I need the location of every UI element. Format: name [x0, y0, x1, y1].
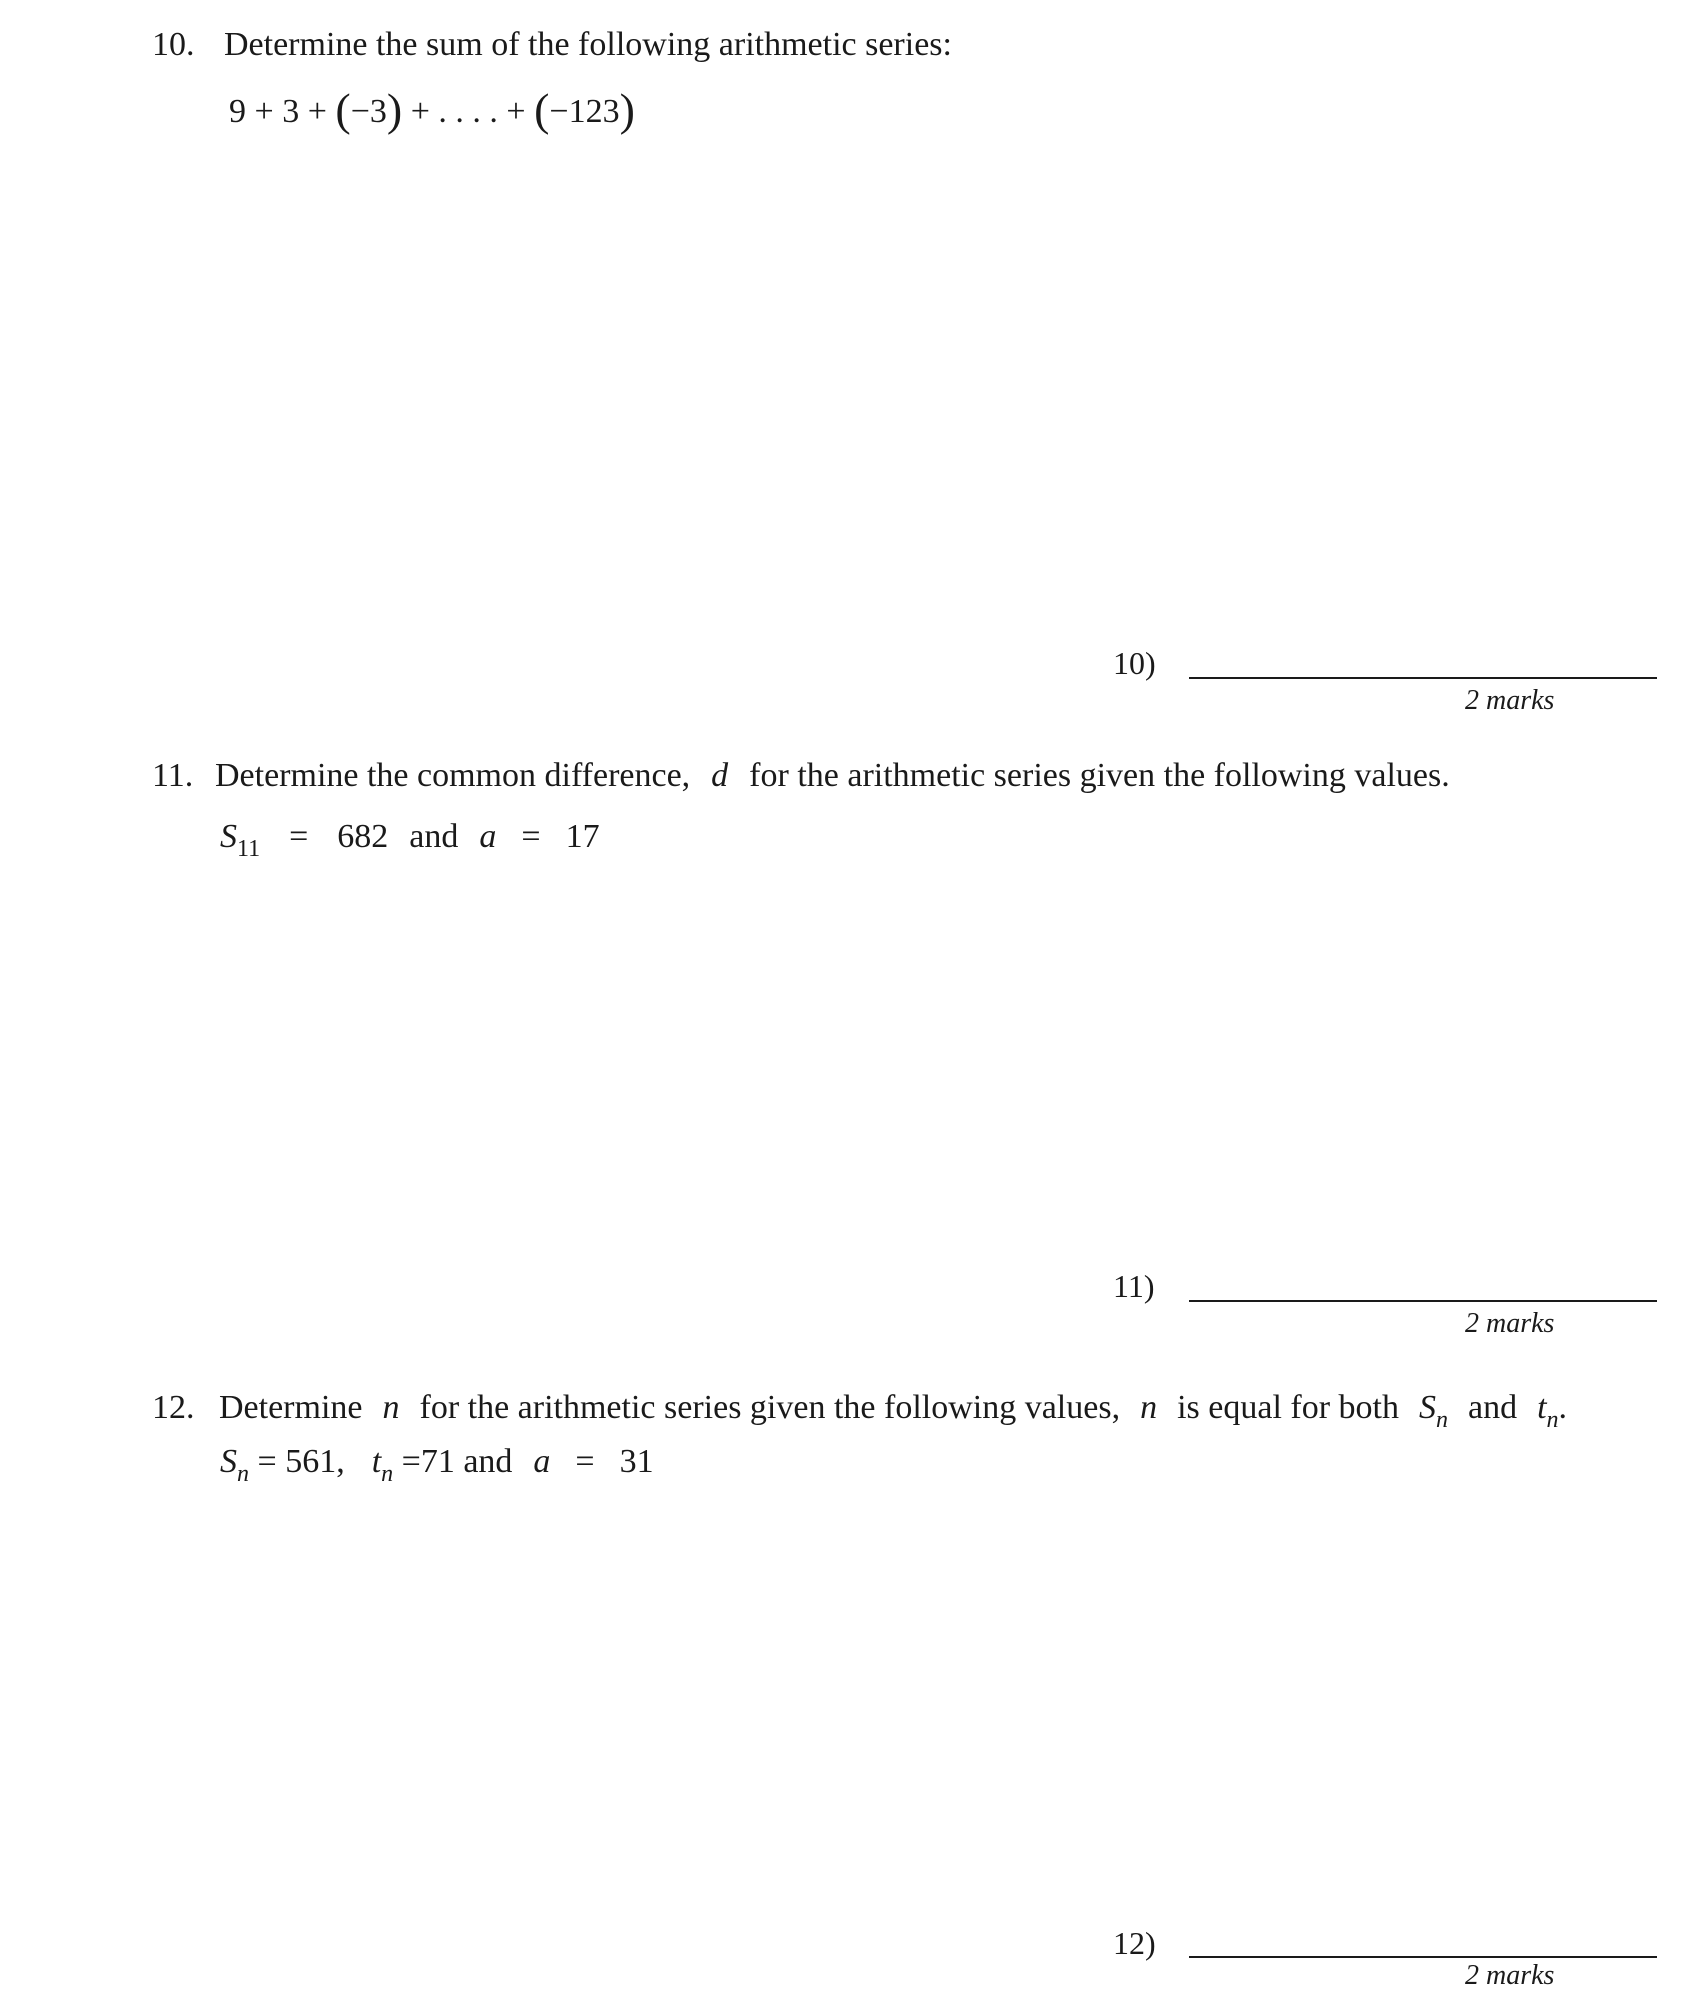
- answer-line-11[interactable]: [1189, 1300, 1657, 1302]
- and-word: and: [409, 818, 459, 855]
- term-symbol: t: [1537, 1389, 1547, 1426]
- variable-d: d: [711, 757, 729, 794]
- value-682: 682: [337, 818, 389, 855]
- equals-sign: =: [401, 1443, 421, 1480]
- prompt-part-b: for the arithmetic series given the following values,: [419, 1389, 1121, 1426]
- question-12-prompt: [219, 1389, 1568, 1433]
- value-561: 561,: [285, 1443, 345, 1480]
- term-symbol: t: [371, 1443, 382, 1480]
- value-71: 71: [420, 1443, 455, 1480]
- right-paren: ): [619, 84, 635, 135]
- term-1: 9: [229, 93, 246, 130]
- period: .: [1558, 1389, 1568, 1426]
- question-11-given: [220, 818, 600, 862]
- question-10-number: 10.: [152, 26, 195, 63]
- term-last: −123: [549, 93, 620, 130]
- question-11-number: 11.: [152, 757, 194, 794]
- left-paren: (: [335, 84, 351, 135]
- question-11-prompt: [215, 757, 1450, 795]
- value-17: 17: [565, 818, 600, 855]
- marks-12: 2 marks: [1465, 1960, 1555, 1991]
- and-word: and: [463, 1443, 513, 1480]
- question-10-prompt: Determine the sum of the following arithmetic series:: [224, 26, 952, 63]
- question-12-given: [220, 1443, 654, 1487]
- term-2: 3: [282, 93, 300, 130]
- term-subscript: n: [1546, 1407, 1559, 1433]
- sum-symbol: S: [220, 818, 237, 855]
- term-subscript: n: [381, 1461, 394, 1487]
- marks-11: 2 marks: [1465, 1308, 1555, 1339]
- question-12-number: 12.: [152, 1389, 195, 1426]
- equals-sign: =: [575, 1443, 595, 1480]
- marks-10: 2 marks: [1465, 685, 1555, 716]
- plus-sign: +: [506, 93, 526, 130]
- answer-label-11: 11): [1113, 1268, 1155, 1304]
- prompt-part-c: is equal for both: [1177, 1389, 1399, 1426]
- equals-sign: =: [521, 818, 541, 855]
- plus-sign: +: [410, 93, 430, 130]
- answer-label-10: 10): [1113, 645, 1156, 681]
- plus-sign: +: [254, 93, 274, 130]
- answer-line-12[interactable]: [1189, 1956, 1657, 1958]
- term-3: −3: [350, 93, 387, 130]
- sum-symbol: S: [1418, 1389, 1436, 1426]
- right-paren: ): [386, 84, 403, 135]
- prompt-part-b: for the arithmetic series given the following values.: [749, 757, 1450, 794]
- sum-subscript: n: [237, 1461, 249, 1487]
- question-10-expression: [229, 80, 635, 133]
- sum-symbol: S: [220, 1443, 237, 1480]
- answer-line-10[interactable]: [1189, 677, 1657, 679]
- variable-a: a: [479, 818, 497, 855]
- answer-label-12: 12): [1113, 1925, 1156, 1961]
- prompt-part-a: Determine the common difference,: [215, 757, 691, 794]
- variable-n: n: [382, 1389, 400, 1426]
- equals-sign: =: [289, 818, 309, 855]
- value-31: 31: [619, 1443, 654, 1480]
- ellipsis: . . . .: [438, 93, 498, 130]
- plus-sign: +: [307, 93, 327, 130]
- variable-a: a: [533, 1443, 551, 1480]
- variable-n: n: [1140, 1389, 1158, 1426]
- and-word: and: [1467, 1389, 1518, 1426]
- equals-sign: =: [257, 1443, 277, 1480]
- sum-subscript: n: [1435, 1407, 1448, 1433]
- sum-subscript: 11: [237, 836, 261, 862]
- prompt-part-a: Determine: [219, 1389, 363, 1426]
- left-paren: (: [534, 84, 550, 135]
